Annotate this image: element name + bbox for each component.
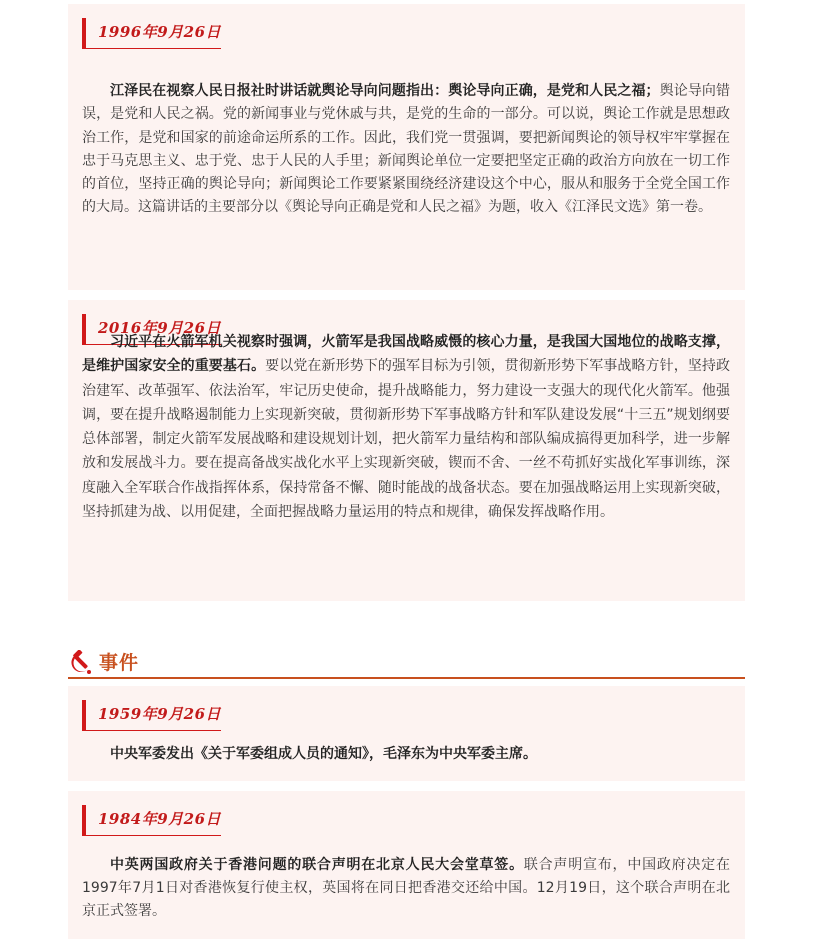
entry-text bbox=[82, 854, 730, 923]
section-title: 事件 bbox=[99, 652, 140, 674]
date-header bbox=[82, 805, 221, 836]
entry-lead: 习近平在火箭军机关视察时强调，火箭军是我国战略威慑的核心力量，是我国大国地位的战略支撑，是维护国家安全的重要基石。 bbox=[82, 334, 730, 375]
entry-text bbox=[82, 743, 730, 766]
entry-body: 要以党在新形势下的强军目标为引领，贯彻新形势下军事战略方针，坚持政治建军、改革强军、依法治军，牢记历史使命，提升战略能力，努力建设一支强大的现代化火箭军。他强调，要在提升战略遏制能力上实现新突破，贯彻新形势下军事战略方针和军队建设发展“十三五”规划纲要总体部署，制定火箭军发展战略和建设规划计划，把火箭军力量结构和部队编成搞得更加科学，进一步解放和发展战斗力。要在提高备战实战化水平上实现新突破，锲而不舍、一丝不苟抓好实战化军事训练，深度融入全军联合作战指挥体系，保持常备不懈、随时能战的战备状态。要在加强战略运用上实现新突破，坚持抓建为战、以用促建，全面把握战略力量运用的特点和规律，确保发挥战略作用。 bbox=[82, 358, 730, 521]
hammer-sickle-icon bbox=[68, 650, 94, 676]
entry-body: 联合声明宣布，中国政府决定在1997年7月1日对香港恢复行使主权，英国将在同日把香港交还给中国。12月19日，这个联合声明在北京正式签署。 bbox=[82, 857, 731, 919]
date-header bbox=[82, 18, 221, 49]
entry-lead: 中英两国政府关于香港问题的联合声明在北京人民大会堂草签。 bbox=[110, 857, 524, 873]
anniversary-card bbox=[68, 4, 745, 290]
entry-text bbox=[82, 80, 730, 220]
event-card bbox=[68, 791, 745, 939]
entry-lead: 中央军委发出《关于军委组成人员的通知》，毛泽东为中央军委主席。 bbox=[110, 746, 537, 762]
section-header-events bbox=[68, 645, 745, 679]
date-label: 1996年9月26日 bbox=[98, 23, 222, 41]
entry-text bbox=[82, 330, 730, 524]
date-header bbox=[82, 700, 221, 731]
date-label: 1984年9月26日 bbox=[98, 810, 222, 828]
anniversary-card bbox=[68, 300, 745, 601]
entry-body: 舆论导向错误，是党和人民之祸。党的新闻事业与党休戚与共，是党的生命的一部分。可以说，舆论工作就是思想政治工作，是党和国家的前途命运所系的工作。因此，我们党一贯强调，要把新闻舆论的领导权牢牢掌握在忠于马克思主义、忠于党、忠于人民的人手里；新闻舆论单位一定要把坚定正确的政治方向放在一切工作的首位，坚持正确的舆论导向；新闻舆论工作要紧紧围绕经济建设这个中心，服从和服务于全党全国工作的大局。这篇讲话的主要部分以《舆论导向正确是党和人民之福》为题，收入《江泽民文选》第一卷。 bbox=[82, 83, 731, 216]
date-label: 1959年9月26日 bbox=[98, 705, 222, 723]
entry-lead: 江泽民在视察人民日报社时讲话就舆论导向问题指出：舆论导向正确，是党和人民之福； bbox=[110, 83, 660, 99]
date-label: 2016年9月26日 bbox=[98, 319, 222, 337]
event-card bbox=[68, 686, 745, 781]
